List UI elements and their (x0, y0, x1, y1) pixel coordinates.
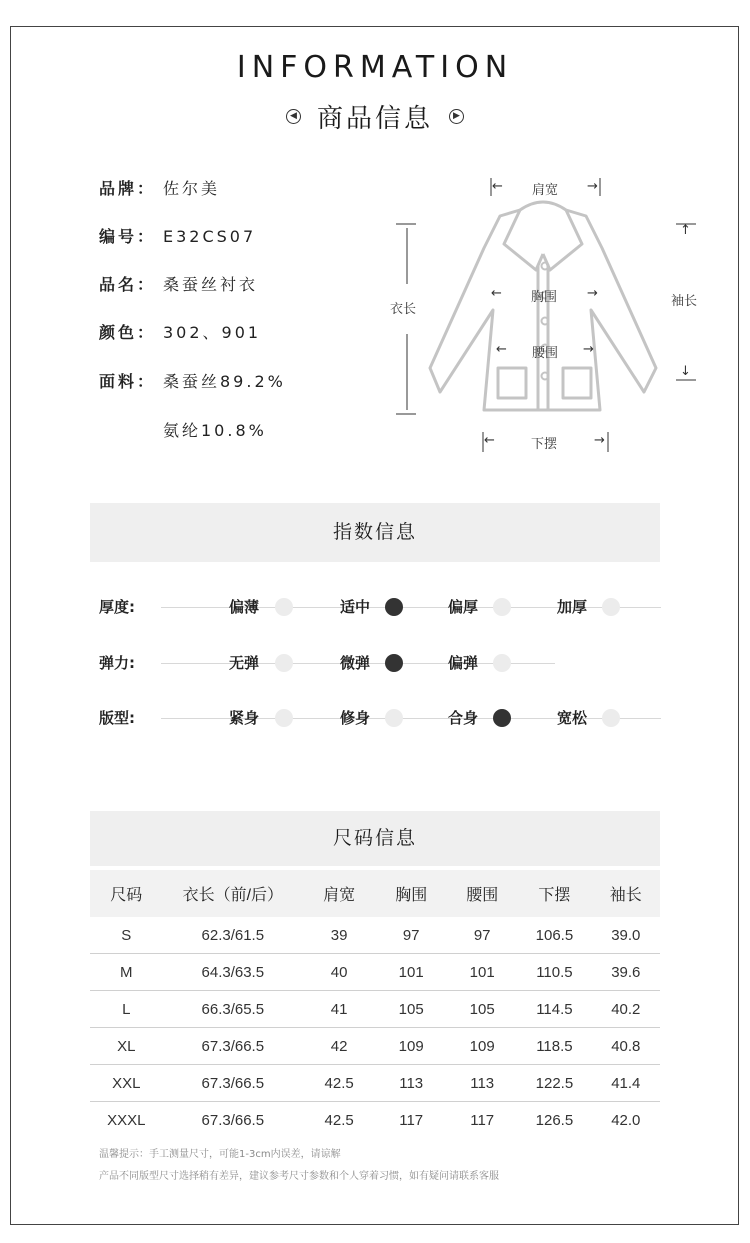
hem-right-arrow-icon: → (594, 433, 605, 448)
header-chest: 胸围 (375, 870, 447, 917)
table-cell: 67.3/66.5 (201, 1111, 265, 1129)
thickness-dot-thin (275, 598, 293, 616)
sleeve-label: 袖长 (671, 294, 698, 309)
elasticity-option-none: 无弹 (229, 654, 260, 672)
table-cell: M (90, 954, 163, 991)
length-label: 衣长 (390, 302, 417, 317)
thickness-label: 厚度: (99, 598, 135, 616)
table-cell: 126.5 (535, 1111, 574, 1129)
sleeve-up-arrow-icon: ↑ (680, 223, 691, 238)
thickness-dot-extra-thick (602, 598, 620, 616)
table-cell: XXL (90, 1065, 163, 1102)
table-cell: 40.2 (592, 991, 660, 1028)
table-cell: 114.5 (517, 991, 591, 1028)
fabric-label: 面料： (99, 372, 157, 391)
table-cell: 105 (447, 991, 517, 1028)
hem-left-arrow-icon: ← (484, 433, 495, 448)
shoulder-right-arrow-icon: → (587, 179, 598, 194)
table-cell: 66.3/65.5 (163, 991, 304, 1028)
table-cell: 113 (375, 1065, 447, 1102)
header-size: 尺码 (90, 870, 163, 917)
waist-label: 腰围 (532, 346, 559, 361)
garment-diagram (380, 170, 720, 460)
table-cell: 62.3/61.5 (163, 917, 304, 954)
color-row (99, 320, 261, 343)
header-length: 衣长（前/后） (163, 870, 304, 917)
title-chinese: 商品信息 (316, 104, 433, 134)
table-cell: 39 (303, 917, 375, 954)
code-row (99, 224, 256, 247)
fit-dot-slim (385, 709, 403, 727)
table-cell: 67.3/66.5 (163, 1028, 304, 1065)
fabric-row (99, 369, 286, 392)
elasticity-label: 弹力: (99, 654, 135, 672)
elasticity-option-slight: 微弹 (340, 654, 371, 672)
table-cell: L (90, 991, 163, 1028)
table-row (90, 1065, 660, 1102)
table-cell: 64.3/63.5 (163, 954, 304, 991)
waist-right-arrow-icon: → (583, 342, 594, 357)
table-row (90, 991, 660, 1028)
elasticity-option-stretchy: 偏弹 (448, 654, 479, 672)
fabric-value-1: 桑蚕丝89.2% (163, 372, 286, 391)
name-row (99, 272, 258, 295)
shoulder-left-arrow-icon: ← (492, 179, 503, 194)
fit-option-tight: 紧身 (229, 709, 260, 727)
table-cell: 118.5 (517, 1028, 591, 1065)
fit-dot-tight (275, 709, 293, 727)
table-cell: 110.5 (517, 954, 591, 991)
table-cell: 42 (303, 1028, 375, 1065)
table-cell: 101 (375, 954, 447, 991)
code-value: E32CS07 (163, 227, 257, 246)
table-cell: 117 (399, 1111, 424, 1129)
table-row (90, 954, 660, 991)
fit-dot-loose (602, 709, 620, 727)
thickness-option-thin: 偏薄 (229, 598, 260, 616)
table-cell: 39.6 (592, 954, 660, 991)
table-cell: 105 (375, 991, 447, 1028)
title-chinese-row (0, 98, 750, 135)
table-cell: S (90, 917, 163, 954)
right-arrow-icon: ▶ (449, 109, 464, 124)
elasticity-dot-stretchy (493, 654, 511, 672)
chest-left-arrow-icon: ← (491, 286, 502, 301)
fit-option-slim: 修身 (340, 709, 371, 727)
fit-option-loose: 宽松 (557, 709, 588, 727)
fit-option-regular: 合身 (448, 709, 479, 727)
title-english: INFORMATION (236, 50, 514, 85)
table-cell: 39.0 (592, 917, 660, 954)
size-table (90, 870, 660, 1138)
fit-row (99, 706, 669, 730)
table-cell: 97 (375, 917, 447, 954)
table-cell: 42.0 (611, 1111, 641, 1129)
color-label: 颜色： (99, 323, 157, 342)
elasticity-dot-slight (385, 654, 403, 672)
thickness-option-extra-thick: 加厚 (557, 598, 588, 616)
thickness-dot-thick (493, 598, 511, 616)
table-cell: 40 (303, 954, 375, 991)
chest-right-arrow-icon: → (587, 286, 598, 301)
table-cell: 40.8 (592, 1028, 660, 1065)
left-arrow-icon: ◀ (286, 109, 301, 124)
table-cell: 117 (470, 1111, 495, 1129)
table-cell: 41 (303, 991, 375, 1028)
note-line-1: 温馨提示：手工测量尺寸，可能1-3cm内误差，请谅解 (99, 1149, 341, 1160)
waist-left-arrow-icon: ← (496, 342, 507, 357)
table-cell: 122.5 (517, 1065, 591, 1102)
fabric-row-2 (99, 418, 267, 441)
header-shoulder: 肩宽 (303, 870, 375, 917)
code-label: 编号： (99, 227, 157, 246)
thickness-row (99, 595, 669, 619)
brand-label: 品牌： (99, 179, 157, 198)
shirt-outline-icon (380, 170, 720, 460)
table-cell: 109 (375, 1028, 447, 1065)
color-value: 302、901 (163, 323, 262, 342)
header-sleeve: 袖长 (592, 870, 660, 917)
table-cell: 113 (447, 1065, 517, 1102)
elasticity-dot-none (275, 654, 293, 672)
name-value: 桑蚕丝衬衣 (163, 275, 259, 294)
name-label: 品名： (99, 275, 157, 294)
note-line-2: 产品不同版型尺寸选择稍有差异，建议参考尺寸参数和个人穿着习惯，如有疑问请联系客服 (99, 1171, 499, 1182)
chest-label: 胸围 (531, 290, 558, 305)
shoulder-label: 肩宽 (532, 183, 559, 198)
table-row (90, 917, 660, 954)
header-hem: 下摆 (517, 870, 591, 917)
fabric-value-2: 氨纶10.8% (163, 421, 267, 440)
table-cell: XL (90, 1028, 163, 1065)
table-cell: XXXL (107, 1111, 146, 1129)
fit-dot-regular (493, 709, 511, 727)
table-cell: 42.5 (324, 1111, 354, 1129)
thickness-option-thick: 偏厚 (448, 598, 479, 616)
table-cell: 42.5 (303, 1065, 375, 1102)
header-waist: 腰围 (447, 870, 517, 917)
table-cell: 67.3/66.5 (163, 1065, 304, 1102)
index-section-title: 指数信息 (90, 503, 660, 562)
thickness-option-medium: 适中 (340, 598, 371, 616)
size-table-header (90, 870, 660, 917)
fit-label: 版型: (99, 709, 135, 727)
hem-label: 下摆 (531, 437, 558, 452)
table-cell: 101 (447, 954, 517, 991)
thickness-dot-medium (385, 598, 403, 616)
sleeve-down-arrow-icon: ↓ (680, 364, 691, 379)
brand-row (99, 176, 220, 199)
table-cell: 109 (447, 1028, 517, 1065)
table-cell: 41.4 (592, 1065, 660, 1102)
table-row (90, 1102, 660, 1139)
table-cell: 97 (447, 917, 517, 954)
size-section-title: 尺码信息 (90, 811, 660, 866)
table-cell: 106.5 (517, 917, 591, 954)
table-row (90, 1028, 660, 1065)
elasticity-row (99, 651, 669, 675)
brand-value: 佐尔美 (163, 179, 221, 198)
